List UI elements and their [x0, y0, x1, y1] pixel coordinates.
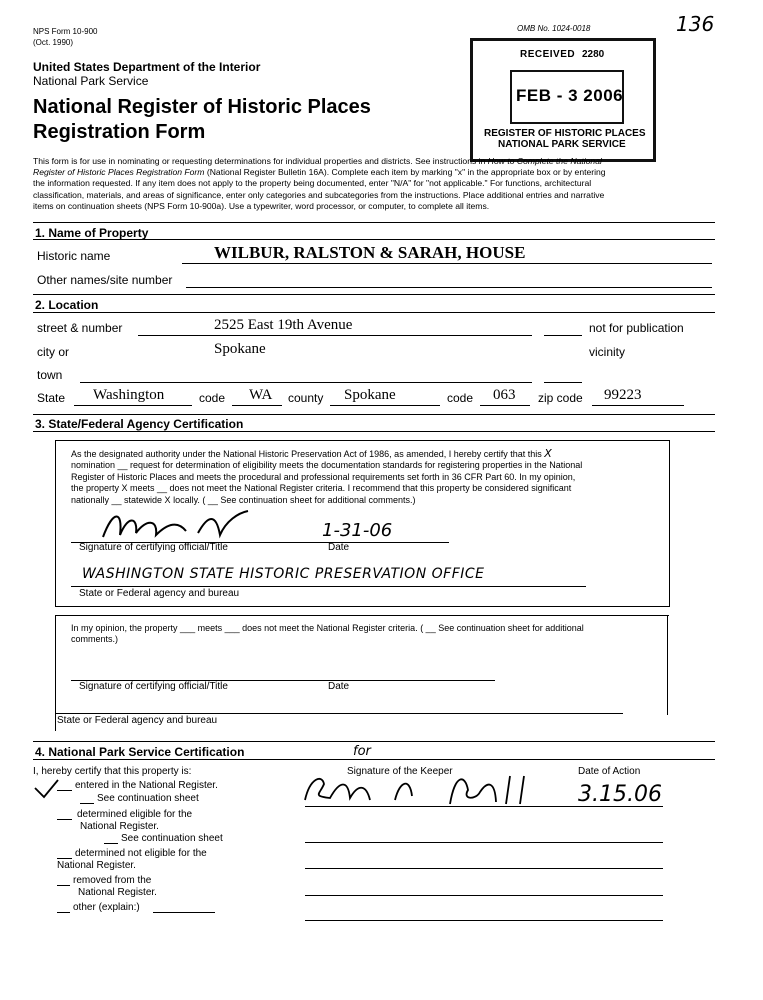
not-eligible-checkbox[interactable] [57, 858, 72, 859]
other-checkbox[interactable] [57, 912, 70, 913]
opinion-text: In my opinion, the property ___ meets ___ does not meet the National Register criteria. ( __ See continuation sheet for additional comments.) [71, 623, 584, 645]
service: National Park Service [33, 74, 149, 88]
town-label: town [37, 368, 63, 382]
rule [33, 222, 715, 223]
stamp-date: FEB - 3 2006 [516, 86, 624, 105]
nomination-mark[interactable]: X [544, 447, 552, 460]
certifying-signature [98, 505, 278, 545]
city-line [80, 382, 532, 383]
section-4-heading: 4. National Park Service Certification [35, 745, 245, 759]
vicinity-check[interactable] [544, 382, 582, 383]
street-line [138, 335, 532, 336]
agency-value[interactable]: WASHINGTON STATE HISTORIC PRESERVATION OFFICE [82, 566, 485, 582]
rule [33, 312, 715, 313]
stamp-received: RECEIVED [520, 49, 576, 60]
form-date: (Oct. 1990) [33, 38, 74, 47]
opt-removed-a: removed from the [73, 875, 152, 886]
not-for-publication-check[interactable] [544, 335, 582, 336]
zip-value[interactable]: 99223 [604, 387, 642, 403]
rule [33, 414, 715, 415]
historic-name-value[interactable]: WILBUR, RALSTON & SARAH, HOUSE [214, 243, 526, 262]
keeper-line-1 [305, 806, 663, 807]
rule [33, 759, 715, 760]
entered-checkbox[interactable] [57, 790, 72, 791]
signature-label: Signature of certifying official/Title [79, 542, 228, 553]
state-code-line [232, 405, 282, 406]
county-code-label: code [447, 391, 474, 405]
keeper-line-4 [305, 895, 663, 896]
rule [33, 294, 715, 295]
opt-eligible-sub: See continuation sheet [121, 833, 223, 844]
keeper-note: for [353, 744, 371, 759]
opt-other: other (explain:) [73, 902, 140, 913]
instructions-text: This form is for use in nominating or requesting determinations for individual properties and districts. See instructions in How to Complete the National Register of Historic Places Registration Form (National Register Bulletin 16A). Complete each item by marking "x" in the appropriate box or by entering the information requested. If any item does not apply to the property being documented, enter "N/A" for "not applicable." For functions, architectural classification, materials, and areas of significance, enter only categories and subcategories from the instructions. Place additional entries and narrative items on continuation sheets (NPS Form 10-900a). Use a typewriter, word processor, or computer, to complete all items. [33, 156, 606, 211]
keeper-signature [300, 770, 540, 810]
omb-number: OMB No. 1024-0018 [517, 24, 591, 33]
agency-label: State or Federal agency and bureau [79, 588, 240, 599]
state-code-label: code [199, 391, 226, 405]
street-label: street & number [37, 321, 123, 335]
city-label: city or [37, 345, 70, 359]
form-number: NPS Form 10-900 [33, 27, 98, 36]
eligible-continuation-checkbox[interactable] [104, 843, 118, 844]
state-value[interactable]: Washington [93, 387, 165, 403]
state-label: State [37, 391, 66, 405]
date-label: Date [328, 542, 350, 553]
county-value[interactable]: Spokane [344, 387, 396, 403]
section-1-heading: 1. Name of Property [35, 226, 149, 240]
certification-date[interactable]: 1-31-06 [322, 520, 393, 541]
zip-label: zip code [538, 391, 583, 405]
keeper-signature-label: Signature of the Keeper [347, 766, 453, 777]
opt-removed-b: National Register. [78, 887, 157, 898]
rule [33, 741, 715, 742]
opt-eligible-b: National Register. [80, 821, 159, 832]
stamp-line2: NATIONAL PARK SERVICE [498, 139, 626, 150]
historic-name-label: Historic name [37, 249, 111, 263]
removed-checkbox[interactable] [57, 885, 70, 886]
signature2-label: Signature of certifying official/Title [79, 681, 228, 692]
agency2-label: State or Federal agency and bureau [57, 715, 218, 726]
keeper-line-3 [305, 868, 663, 869]
opt-entered-sub: See continuation sheet [97, 793, 199, 804]
other-explain-field[interactable] [153, 912, 215, 913]
date2-label: Date [328, 681, 350, 692]
county-code-value[interactable]: 063 [493, 387, 516, 403]
keeper-line-2 [305, 842, 663, 843]
page-number: 136 [676, 12, 715, 36]
state-code-value[interactable]: WA [249, 387, 273, 403]
keeper-intro: I, hereby certify that this property is: [33, 766, 192, 777]
department: United States Department of the Interior [33, 60, 261, 74]
street-value[interactable]: 2525 East 19th Avenue [214, 317, 353, 333]
county-line [330, 405, 440, 406]
opinion-box-edge [667, 615, 668, 715]
rule [33, 431, 715, 432]
certification-text: As the designated authority under the National Historic Preservation Act of 1986, as amended, I hereby certify that this X nomination __ request for determination of eligibility meets the documentation standards for registering properties in the National Register of Historic Places and meets the procedural and professional requirements set forth in 36 CFR Part 60. In my opinion, the property X meets __ does not meet the National Register criteria. I recommend that this property be considered significant nationally __ statewide X locally. ( __ See continuation sheet for additional comments.) [71, 447, 583, 505]
eligible-checkbox[interactable] [57, 819, 72, 820]
opt-entered: entered in the National Register. [75, 780, 218, 791]
date-of-action-value[interactable]: 3.15.06 [578, 782, 662, 807]
zip-line [592, 405, 684, 406]
opt-not-eligible-a: determined not eligible for the [75, 848, 207, 859]
date-of-action-label: Date of Action [578, 766, 641, 777]
agency2-line [55, 713, 623, 714]
county-label: county [288, 391, 324, 405]
county-code-line [480, 405, 530, 406]
state-line [74, 405, 192, 406]
form-title-line1: National Register of Historic Places [33, 96, 371, 118]
other-names-line [186, 287, 712, 288]
entered-check-mark[interactable] [32, 778, 62, 800]
opt-eligible-a: determined eligible for the [77, 809, 193, 820]
entered-continuation-checkbox[interactable] [80, 803, 94, 804]
heading-underline [33, 239, 158, 240]
keeper-line-5 [305, 920, 663, 921]
not-for-publication-label: not for publication [589, 321, 684, 335]
section-2-heading: 2. Location [35, 298, 99, 312]
rule [158, 239, 715, 240]
opt-not-eligible-b: National Register. [57, 860, 136, 871]
historic-name-line [182, 263, 712, 264]
stamp-line1: REGISTER OF HISTORIC PLACES [484, 128, 646, 139]
agency-line [71, 586, 586, 587]
section-3-heading: 3. State/Federal Agency Certification [35, 417, 244, 431]
other-names-label: Other names/site number [37, 273, 173, 287]
stamp-received-number: 2280 [582, 49, 605, 60]
form-title-line2: Registration Form [33, 121, 206, 143]
vicinity-label: vicinity [589, 345, 626, 359]
city-value[interactable]: Spokane [214, 341, 266, 357]
